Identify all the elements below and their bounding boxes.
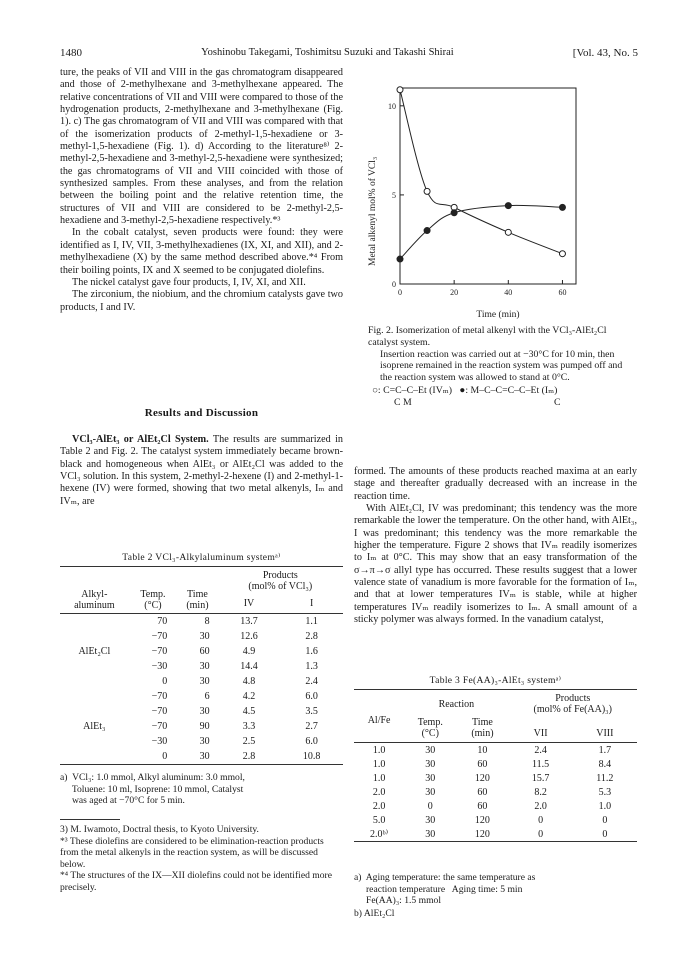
y-tick-label: 0 xyxy=(392,280,396,289)
col-temp: Temp. (°C) xyxy=(417,717,443,739)
table-cell: 2.4 xyxy=(305,676,318,687)
table-cell: 5.3 xyxy=(598,786,612,798)
table-cell: 30 xyxy=(199,631,210,642)
table-cell: 1.3 xyxy=(305,661,318,672)
table-cell: 2.0 xyxy=(372,786,386,798)
table-cell: 2.4 xyxy=(534,744,547,756)
col-unit: (mol% of Fe(AA)₃) xyxy=(533,704,612,715)
alkyl-group-label: AlEt₃ xyxy=(83,721,106,732)
table-row xyxy=(354,785,637,799)
table-cell: 0 xyxy=(602,828,608,840)
table-cell: 0 xyxy=(427,800,433,812)
table2-note: a) VCl₃: 1.0 mmol, Alkyl aluminum: 3.0 mmol, Toluene: 10 ml, Isoprene: 10 mmol, Catalyst was aged at −70°C for 5 min. xyxy=(60,772,245,807)
table-cell: 13.7 xyxy=(240,616,258,627)
caption-title: Fig. 2. Isomerization of metal alkenyl with the VCl₃-AlEt₂Cl catalyst system. xyxy=(368,325,607,348)
caption-body: Insertion reaction was carried out at −30°C for 10 min, then isoprene remained in the reaction system was pumped off and the reaction system was allowed to stand at 0°C. xyxy=(380,348,623,384)
table-cell: 60 xyxy=(199,646,210,657)
table3 xyxy=(354,689,637,842)
table-cell: 2.8 xyxy=(242,751,256,762)
table-cell: 30 xyxy=(425,814,436,826)
table-cell: 30 xyxy=(425,744,436,756)
x-tick-label: 40 xyxy=(504,288,513,297)
data-point xyxy=(559,204,565,210)
table-cell: 1.6 xyxy=(305,646,318,657)
col-reaction: Reaction xyxy=(438,698,475,710)
table-cell: 0 xyxy=(162,751,168,762)
table-cell: −70 xyxy=(151,691,168,702)
figure-2 xyxy=(362,84,602,320)
col-time: Time (min) xyxy=(471,717,494,739)
data-point xyxy=(397,256,403,262)
table-cell: 2.5 xyxy=(242,736,256,747)
table-cell: −70 xyxy=(151,706,168,717)
table-row xyxy=(60,614,343,630)
table-cell: 11.5 xyxy=(532,758,550,770)
col-alfe: Al/Fe xyxy=(367,714,391,726)
table-cell: 60 xyxy=(477,758,488,770)
table-cell: 30 xyxy=(199,676,210,687)
legend-open: ○: C=C–C–Et (IVₘ) xyxy=(372,384,453,396)
table-cell: 1.1 xyxy=(305,616,318,627)
y-tick-label: 10 xyxy=(388,101,396,111)
table-cell: 5.0 xyxy=(372,814,386,826)
table-cell: 4.8 xyxy=(242,676,256,687)
volume-info: [Vol. 43, No. 5 xyxy=(572,47,638,59)
table-cell: 10.8 xyxy=(302,751,321,762)
system-heading: VCl₃-AlEt₃ or AlEt₂Cl System. xyxy=(72,434,209,445)
table-cell: 120 xyxy=(474,772,490,784)
col-viii: VIII xyxy=(596,728,614,739)
col-products: Products xyxy=(555,693,591,704)
x-tick-label: 20 xyxy=(450,288,459,297)
table-cell: 4.9 xyxy=(242,646,256,657)
table-cell: 30 xyxy=(425,772,436,784)
footnotes xyxy=(60,824,343,894)
table-cell: 60 xyxy=(477,800,488,812)
table3-note-b: b) AlEt₂Cl xyxy=(354,908,395,919)
paragraph: ture, the peaks of VII and VIII in the gas chromatogram disappeared and those of 2-methylhexane and 3-methylhexane appeared. The relative concentrations of VII and VIII were compared to those of the hydrogenation products, 2-methylhexane and 3-methylhexane (Fig. 1). c) The gas chromatogram of VII and VIII was compared with that of the isomerization products of 2-methyl-1,5-hexadiene or 3-methyl-1,5-hexadiene (Fig. 1). d) According to the literature⁸⁾ 2-methyl-2,5-hexadiene and 3-methyl-2,5-hexadiene were synthesized; the gas chromatograms of VII and VIII coincided with those of synthesized samples. From these analyses, and from the relation between the boiling point and the relative retention time, the structures of VII and VIII are considered to be 2-methyl-2,5-hexadiene and 3-methyl-2,5-hexadiene respectively.*³ xyxy=(60,67,343,227)
table-cell: −30 xyxy=(151,661,168,672)
left-column-text xyxy=(60,67,343,314)
table3-caption: Table 3 Fe(AA)₃-AlEt₃ systemᵃ⁾ xyxy=(429,675,562,686)
running-head xyxy=(60,47,638,59)
table-cell: 1.7 xyxy=(598,744,612,756)
table-cell: 1.0 xyxy=(372,758,386,770)
y-axis-label: Metal alkenyl mol% of VCl₃ xyxy=(368,156,378,266)
table-row xyxy=(354,771,637,785)
x-tick-label: 0 xyxy=(398,288,402,297)
table2 xyxy=(60,566,343,765)
data-point xyxy=(397,87,403,93)
data-point xyxy=(424,228,430,234)
table-cell: 3.5 xyxy=(305,706,318,717)
paragraph: The nickel catalyst gave four products, I, IV, XI, and XII. xyxy=(72,276,306,288)
table-cell: 30 xyxy=(199,706,210,717)
table-cell: −70 xyxy=(151,646,168,657)
col-i: I xyxy=(309,598,314,609)
table-cell: 8.4 xyxy=(598,758,612,770)
table-row xyxy=(354,757,637,771)
paragraph: In the cobalt catalyst, seven products were found: they were identified as I, IV, VII, 3-methylhexadienes (IX, XI, and XII), and 2-methylhexadiene (X) by the same method described above.*⁴ From their boiling points, IX and X seemed to be conjugated diolefins. xyxy=(60,227,343,276)
table-cell: 90 xyxy=(199,721,210,732)
table-row xyxy=(354,799,637,813)
plot-frame xyxy=(400,88,576,284)
right-column-text xyxy=(354,466,637,626)
figure-caption xyxy=(368,325,630,409)
data-point xyxy=(505,203,511,209)
table-cell: 8 xyxy=(204,616,210,627)
x-axis-label: Time (min) xyxy=(476,310,520,320)
table-cell: 15.7 xyxy=(531,772,550,784)
table3-note-a: a) Aging temperature: the same temperature as reaction temperature Aging time: 5 min Fe(AA)₃: 1.5 mmol xyxy=(354,872,536,907)
col-vii: VII xyxy=(533,728,548,739)
table-cell: 3.3 xyxy=(242,721,256,732)
table-cell: 30 xyxy=(425,828,436,840)
table-cell: 1.0 xyxy=(598,800,612,812)
paragraph: formed. The amounts of these products reached maxima at an early stage and thereafter gradually decreased with an increase in the reaction time. xyxy=(354,466,637,502)
table2-caption: Table 2 VCl₃-Alkylaluminum systemᵃ⁾ xyxy=(122,552,281,563)
table-cell: 0 xyxy=(602,814,608,826)
table-cell: 70 xyxy=(157,616,168,627)
chart-svg xyxy=(362,84,602,320)
col-unit: (mol% of VCl₃) xyxy=(248,581,313,592)
page-number: 1480 xyxy=(60,47,82,59)
paragraph: The zirconium, the niobium, and the chromium catalysts gave two products, I and IV. xyxy=(60,289,343,313)
footnote-divider xyxy=(60,819,120,820)
data-point xyxy=(451,210,457,216)
footnote: *³ These diolefins are considered to be elimination-reaction products from the metal alkenyls in the reaction system, as will be discussed below. xyxy=(60,835,324,870)
table-cell: 2.0 xyxy=(372,800,386,812)
col-time: Time (min) xyxy=(186,589,209,611)
section-title: Results and Discussion xyxy=(144,407,259,419)
results-paragraph xyxy=(60,434,343,508)
data-point xyxy=(424,188,430,194)
footnote: *⁴ The structures of the IX—XII diolefins could not be identified more precisely. xyxy=(60,870,332,893)
table-cell: 6 xyxy=(204,691,210,702)
col-alkyl: Alkyl- aluminum xyxy=(74,589,115,611)
col-products: Products xyxy=(262,570,298,581)
alkyl-group-label: AlEt₂Cl xyxy=(78,646,111,657)
table-cell: −30 xyxy=(151,736,168,747)
legend-filled-sub: C xyxy=(554,396,561,408)
table-cell: 1.0 xyxy=(372,772,386,784)
footnote: 3) M. Iwamoto, Doctral thesis, to Kyoto University. xyxy=(60,824,259,835)
table-cell: 0 xyxy=(538,828,544,840)
authors: Yoshinobu Takegami, Toshimitsu Suzuki and Takashi Shirai xyxy=(201,47,454,58)
table-cell: 2.8 xyxy=(305,631,318,642)
table-cell: 6.0 xyxy=(305,691,318,702)
table-row xyxy=(354,813,637,827)
table-row xyxy=(60,689,343,704)
y-tick-label: 5 xyxy=(392,190,396,200)
table-cell: −70 xyxy=(151,631,168,642)
table-cell: 10 xyxy=(477,744,488,756)
table-cell: 14.4 xyxy=(240,661,258,672)
table-cell: 30 xyxy=(199,751,210,762)
table-cell: 120 xyxy=(474,828,490,840)
table-cell: 4.2 xyxy=(242,691,256,702)
table-cell: 12.6 xyxy=(240,631,258,642)
data-point xyxy=(559,251,565,257)
col-temp: Temp. (°C) xyxy=(140,589,166,611)
col-iv: IV xyxy=(243,598,255,609)
table-cell: 8.2 xyxy=(534,786,547,798)
table-cell: 1.0 xyxy=(372,744,386,756)
table-cell: 120 xyxy=(474,814,490,826)
table-cell: 11.2 xyxy=(596,772,614,784)
table-cell: 30 xyxy=(425,758,436,770)
table-row xyxy=(354,827,637,841)
table-cell: −70 xyxy=(151,721,168,732)
table-cell: 2.0 xyxy=(534,800,547,812)
legend-open-sub: C M xyxy=(394,396,412,408)
legend-filled: ●: M–C–C=C–C–Et (Iₘ) xyxy=(459,384,558,396)
x-tick-label: 60 xyxy=(558,288,567,297)
table-cell: 6.0 xyxy=(305,736,318,747)
table-cell: 0 xyxy=(162,676,168,687)
table-cell: 2.7 xyxy=(305,721,318,732)
results-text: The results are summarized in Table 2 and Fig. 2. The catalyst system immediately became brown-black and homogeneous when AlEt₃ or AlEt₂Cl was added to the VCl₃ solution. In this system, 2-methyl-2-hexene (I) and 2-methyl-1-hexene (IV) were formed, showing that two metal alkenyls, Iₘ and IVₘ, are xyxy=(60,434,344,507)
table-row xyxy=(354,743,637,758)
table-cell: 30 xyxy=(199,661,210,672)
table-cell: 30 xyxy=(425,786,436,798)
table-cell: 0 xyxy=(538,814,544,826)
data-point xyxy=(505,229,511,235)
paragraph: With AlEt₂Cl, IV was predominant; this tendency was the more remarkable the lower the temperature. On the other hand, with AlEt₃, I was predominant; this tendency was the more remarkable the higher the temperature. Figure 2 shows that IVₘ readily isomerizes to Iₘ at 0°C. This may show that an easy transformation of the σ→π→σ allyl type has occurred. These results suggest that a lower valence state of vanadium is more favorable for the formation of Iₘ, and that at lower temperatures IVₘ is stable, while at higher temperatures IVₘ readily isomerizes to Iₘ. A small amount of a sticky polymer was always formed. In the vanadium catalyst, xyxy=(354,503,637,626)
table-cell: 60 xyxy=(477,786,488,798)
table-cell: 30 xyxy=(199,736,210,747)
table-cell: 4.5 xyxy=(242,706,256,717)
table-cell: 2.0ᵇ⁾ xyxy=(370,828,389,840)
